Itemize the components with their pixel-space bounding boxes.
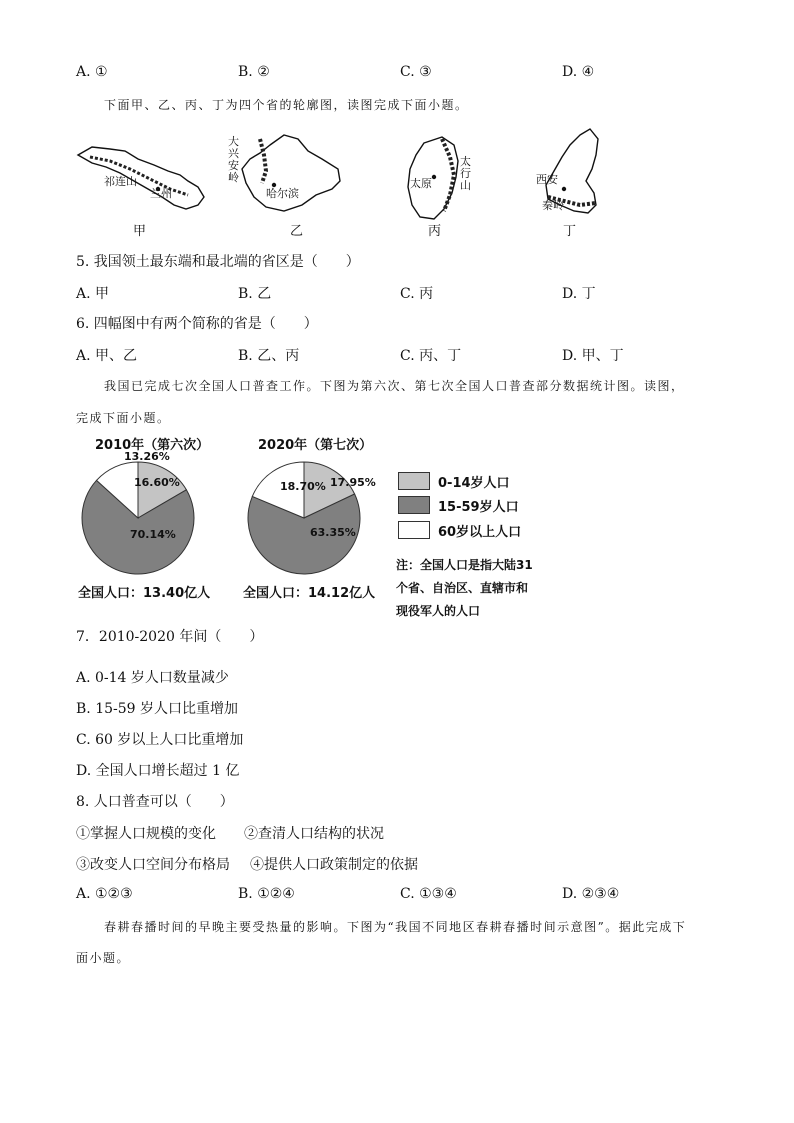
pie-chart-2010: [82, 450, 194, 574]
ding-city-label: 西安: [536, 173, 558, 186]
q7-option-c: C. 60 岁以上人口比重增加: [76, 732, 244, 748]
map-label-bing: 丙: [428, 224, 442, 239]
svg-text:行: 行: [460, 167, 471, 180]
legend-label-60plus: 60岁以上人口: [438, 525, 522, 540]
q6-option-b: B. 乙、丙: [238, 348, 300, 364]
spring-intro-line1: 春耕春播时间的早晚主要受热量的影响。下图为“我国不同地区春耕春播时间示意图”。据此完成下: [104, 920, 687, 934]
yi-mountain-label-1: 大: [228, 135, 239, 148]
q7-option-d: D. 全国人口增长超过 1 亿: [76, 763, 240, 779]
map-bing: [408, 137, 471, 219]
pie-2010-title: 2010年（第六次）: [95, 438, 210, 453]
province-maps: [70, 125, 630, 240]
q8-option-b: B. ①②④: [238, 886, 295, 902]
q8-stem: 8. 人口普查可以（ ）: [76, 794, 234, 810]
pie-2010-footer: 全国人口：13.40亿人: [78, 586, 211, 601]
pie-1-label-slice-60plus: 18.70%: [280, 480, 326, 493]
map-label-jia: 甲: [133, 224, 147, 239]
q6-option-d: D. 甲、丁: [562, 348, 624, 364]
q7-option-a: A. 0-14 岁人口数量减少: [76, 670, 229, 686]
map-yi: [228, 134, 340, 211]
q5-stem: 5. 我国领土最东端和最北端的省区是（ ）: [76, 254, 360, 270]
legend-label-15-59: 15-59岁人口: [438, 500, 519, 515]
svg-text:岭: 岭: [228, 171, 239, 184]
q8-item-3: ③改变人口空间分布格局: [76, 857, 230, 873]
q4-option-d: D. ④: [562, 64, 595, 80]
svg-text:山: 山: [460, 179, 471, 192]
map-label-yi: 乙: [290, 224, 304, 239]
ding-mountain-label: 秦岭: [542, 199, 564, 212]
census-intro-line2: 完成下面小题。: [76, 411, 171, 425]
map-ding: [536, 129, 598, 213]
jia-mountain-label: 祁连山: [104, 175, 137, 188]
q5-option-a: A. 甲: [76, 286, 110, 302]
q6-stem: 6. 四幅图中有两个简称的省是（ ）: [76, 316, 318, 332]
q4-option-a: A. ①: [76, 64, 108, 80]
q6-option-c: C. 丙、丁: [400, 348, 462, 364]
bing-mountain-label-1: 太: [460, 155, 471, 168]
q5-option-b: B. 乙: [238, 286, 272, 302]
yi-city-label: 哈尔滨: [266, 187, 299, 200]
q8-item-1: ①掌握人口规模的变化: [76, 826, 216, 842]
q8-item-4: ④提供人口政策制定的依据: [250, 857, 418, 873]
legend-swatch-0-14: [398, 472, 430, 490]
bing-city-label: 太原: [410, 177, 432, 190]
jia-city-label: 兰州: [150, 187, 172, 200]
census-intro-line1: 我国已完成七次全国人口普查工作。下图为第六次、第七次全国人口普查部分数据统计图。读图，: [104, 379, 685, 393]
pie-0-label-slice-15-59: 70.14%: [130, 528, 176, 541]
pie-0-label-slice-60plus: 13.26%: [124, 450, 170, 463]
legend-note-line2: 个省、自治区、直辖市和: [396, 581, 529, 595]
q7-stem: 7．2010-2020 年间（ ）: [76, 629, 264, 645]
pie-1-label-slice-15-59: 63.35%: [310, 526, 356, 539]
svg-text:安: 安: [228, 159, 239, 172]
q6-option-a: A. 甲、乙: [76, 348, 138, 364]
q7-option-b: B. 15-59 岁人口比重增加: [76, 701, 238, 717]
pie-2020-title: 2020年（第七次）: [258, 438, 373, 453]
q8-option-c: C. ①③④: [400, 886, 457, 902]
q4-option-b: B. ②: [238, 64, 270, 80]
census-pie-charts: [70, 450, 390, 580]
legend-label-0-14: 0-14岁人口: [438, 476, 510, 491]
legend-swatch-60plus: [398, 521, 430, 539]
q4-option-c: C. ③: [400, 64, 432, 80]
q8-option-a: A. ①②③: [76, 886, 133, 902]
maps-intro: 下面甲、乙、丙、丁为四个省的轮廓图，读图完成下面小题。: [104, 98, 469, 112]
q8-option-d: D. ②③④: [562, 886, 620, 902]
legend-note-line3: 现役军人的人口: [396, 604, 481, 618]
map-label-ding: 丁: [563, 224, 577, 239]
q5-option-d: D. 丁: [562, 286, 596, 302]
pie-0-label-slice-0-14: 16.60%: [134, 476, 180, 489]
q8-item-2: ②查清人口结构的状况: [244, 826, 384, 842]
legend-swatch-15-59: [398, 496, 430, 514]
spring-intro-line2: 面小题。: [76, 951, 131, 965]
pie-chart-2020: [248, 462, 376, 574]
legend-note-line1: 注：全国人口是指大陆31: [396, 558, 533, 572]
pie-1-label-slice-0-14: 17.95%: [330, 476, 376, 489]
map-jia: [78, 147, 204, 209]
q5-option-c: C. 丙: [400, 286, 434, 302]
svg-text:兴: 兴: [228, 147, 239, 160]
pie-2020-footer: 全国人口：14.12亿人: [243, 586, 376, 601]
